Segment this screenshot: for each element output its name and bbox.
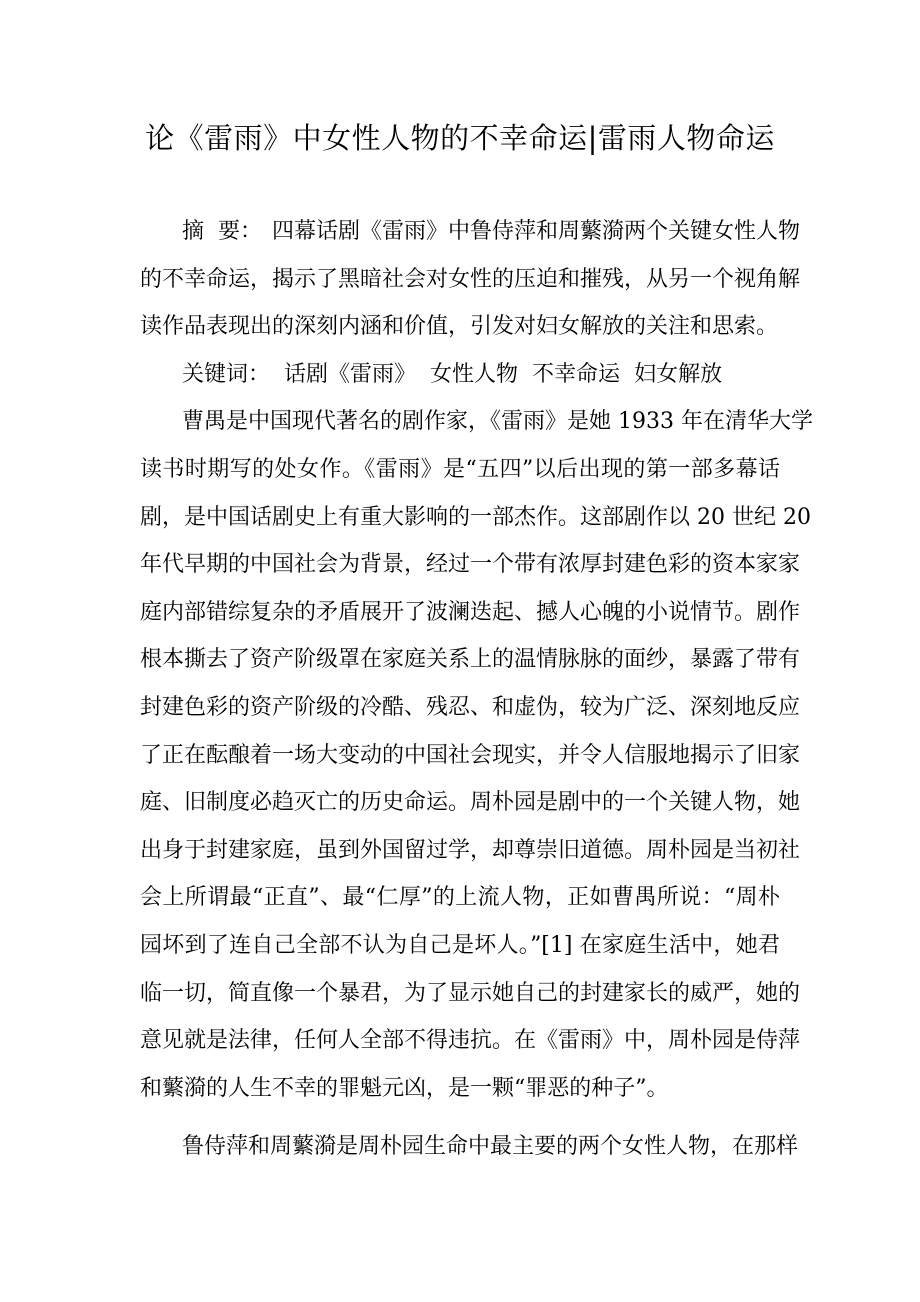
paragraph-line: 鲁侍萍和周蘩漪是周朴园生命中最主要的两个女性人物，在那样	[182, 1134, 799, 1160]
paragraph-line: 剧，是中国话剧史上有重大影响的一部杰作。这部剧作以 20 世纪 20	[140, 504, 811, 530]
paragraph-line: 读书时期写的处女作。《雷雨》是“五四”以后出现的第一部多幕话	[140, 456, 780, 482]
body-paragraphs	[140, 398, 813, 1171]
paragraph-line: 封建色彩的资产阶级的冷酷、残忍、和虚伪，较为广泛、深刻地反应	[140, 694, 801, 720]
abstract-line: 的不幸命运，揭示了黑暗社会对女性的压迫和摧残，从另一个视角解	[140, 266, 801, 292]
abstract-text: 四幕话剧《雷雨》中鲁侍萍和周蘩漪两个关键女性人物	[272, 219, 801, 244]
paragraph	[140, 398, 813, 1112]
paragraph-line: 临一切，简直像一个暴君，为了显示她自己的封建家长的威严，她的	[140, 980, 801, 1006]
paragraph-line: 了正在酝酿着一场大变动的中国社会现实，并令人信服地揭示了旧家	[140, 742, 801, 768]
paragraph-line: 庭内部错综复杂的矛盾展开了波澜迭起、撼人心魄的小说情节。剧作	[140, 599, 801, 625]
document-title: 论《雷雨》中女性人物的不幸命运|雷雨人物命运	[145, 121, 775, 155]
abstract-line	[140, 208, 801, 256]
abstract-label: 摘 要：	[182, 219, 262, 244]
paragraph-line: 根本撕去了资产阶级罩在家庭关系上的温情脉脉的面纱，暴露了带有	[140, 647, 801, 673]
paragraph-line: 年代早期的中国社会为背景，经过一个带有浓厚封建色彩的资本家家	[140, 552, 801, 578]
paragraph	[140, 1123, 799, 1171]
paragraph-line: 出身于封建家庭，虽到外国留过学，却尊崇旧道德。周朴园是当初社	[140, 837, 801, 863]
document-body	[140, 208, 813, 1171]
paragraph-line: 庭、旧制度必趋灭亡的历史命运。周朴园是剧中的一个关键人物，她	[140, 790, 801, 816]
keyword: 女性人物	[430, 361, 519, 387]
paragraph-line: 曹禺是中国现代著名的剧作家，《雷雨》是她 1933 年在清华大学	[182, 409, 813, 435]
keyword: 不幸命运	[532, 361, 621, 387]
keyword: 妇女解放	[634, 361, 723, 387]
keyword: 话剧《雷雨》	[284, 361, 417, 387]
paragraph-line: 会上所谓最“正直”、最“仁厚”的上流人物，正如曹禺所说：“周朴	[140, 885, 780, 911]
keywords-line	[140, 351, 780, 399]
paragraph-line: 意见就是法律，任何人全部不得违抗。在《雷雨》中，周朴园是侍萍	[140, 1028, 801, 1054]
paragraph-line: 和蘩漪的人生不幸的罪魁元凶，是一颗“罪恶的种子”。	[140, 1075, 669, 1101]
abstract-line: 读作品表现出的深刻内涵和价值，引发对妇女解放的关注和思索。	[140, 314, 779, 340]
keywords-label: 关键词：	[182, 361, 271, 387]
paragraph-line: 园坏到了连自己全部不认为自己是坏人。”[1] 在家庭生活中，她君	[140, 932, 780, 958]
